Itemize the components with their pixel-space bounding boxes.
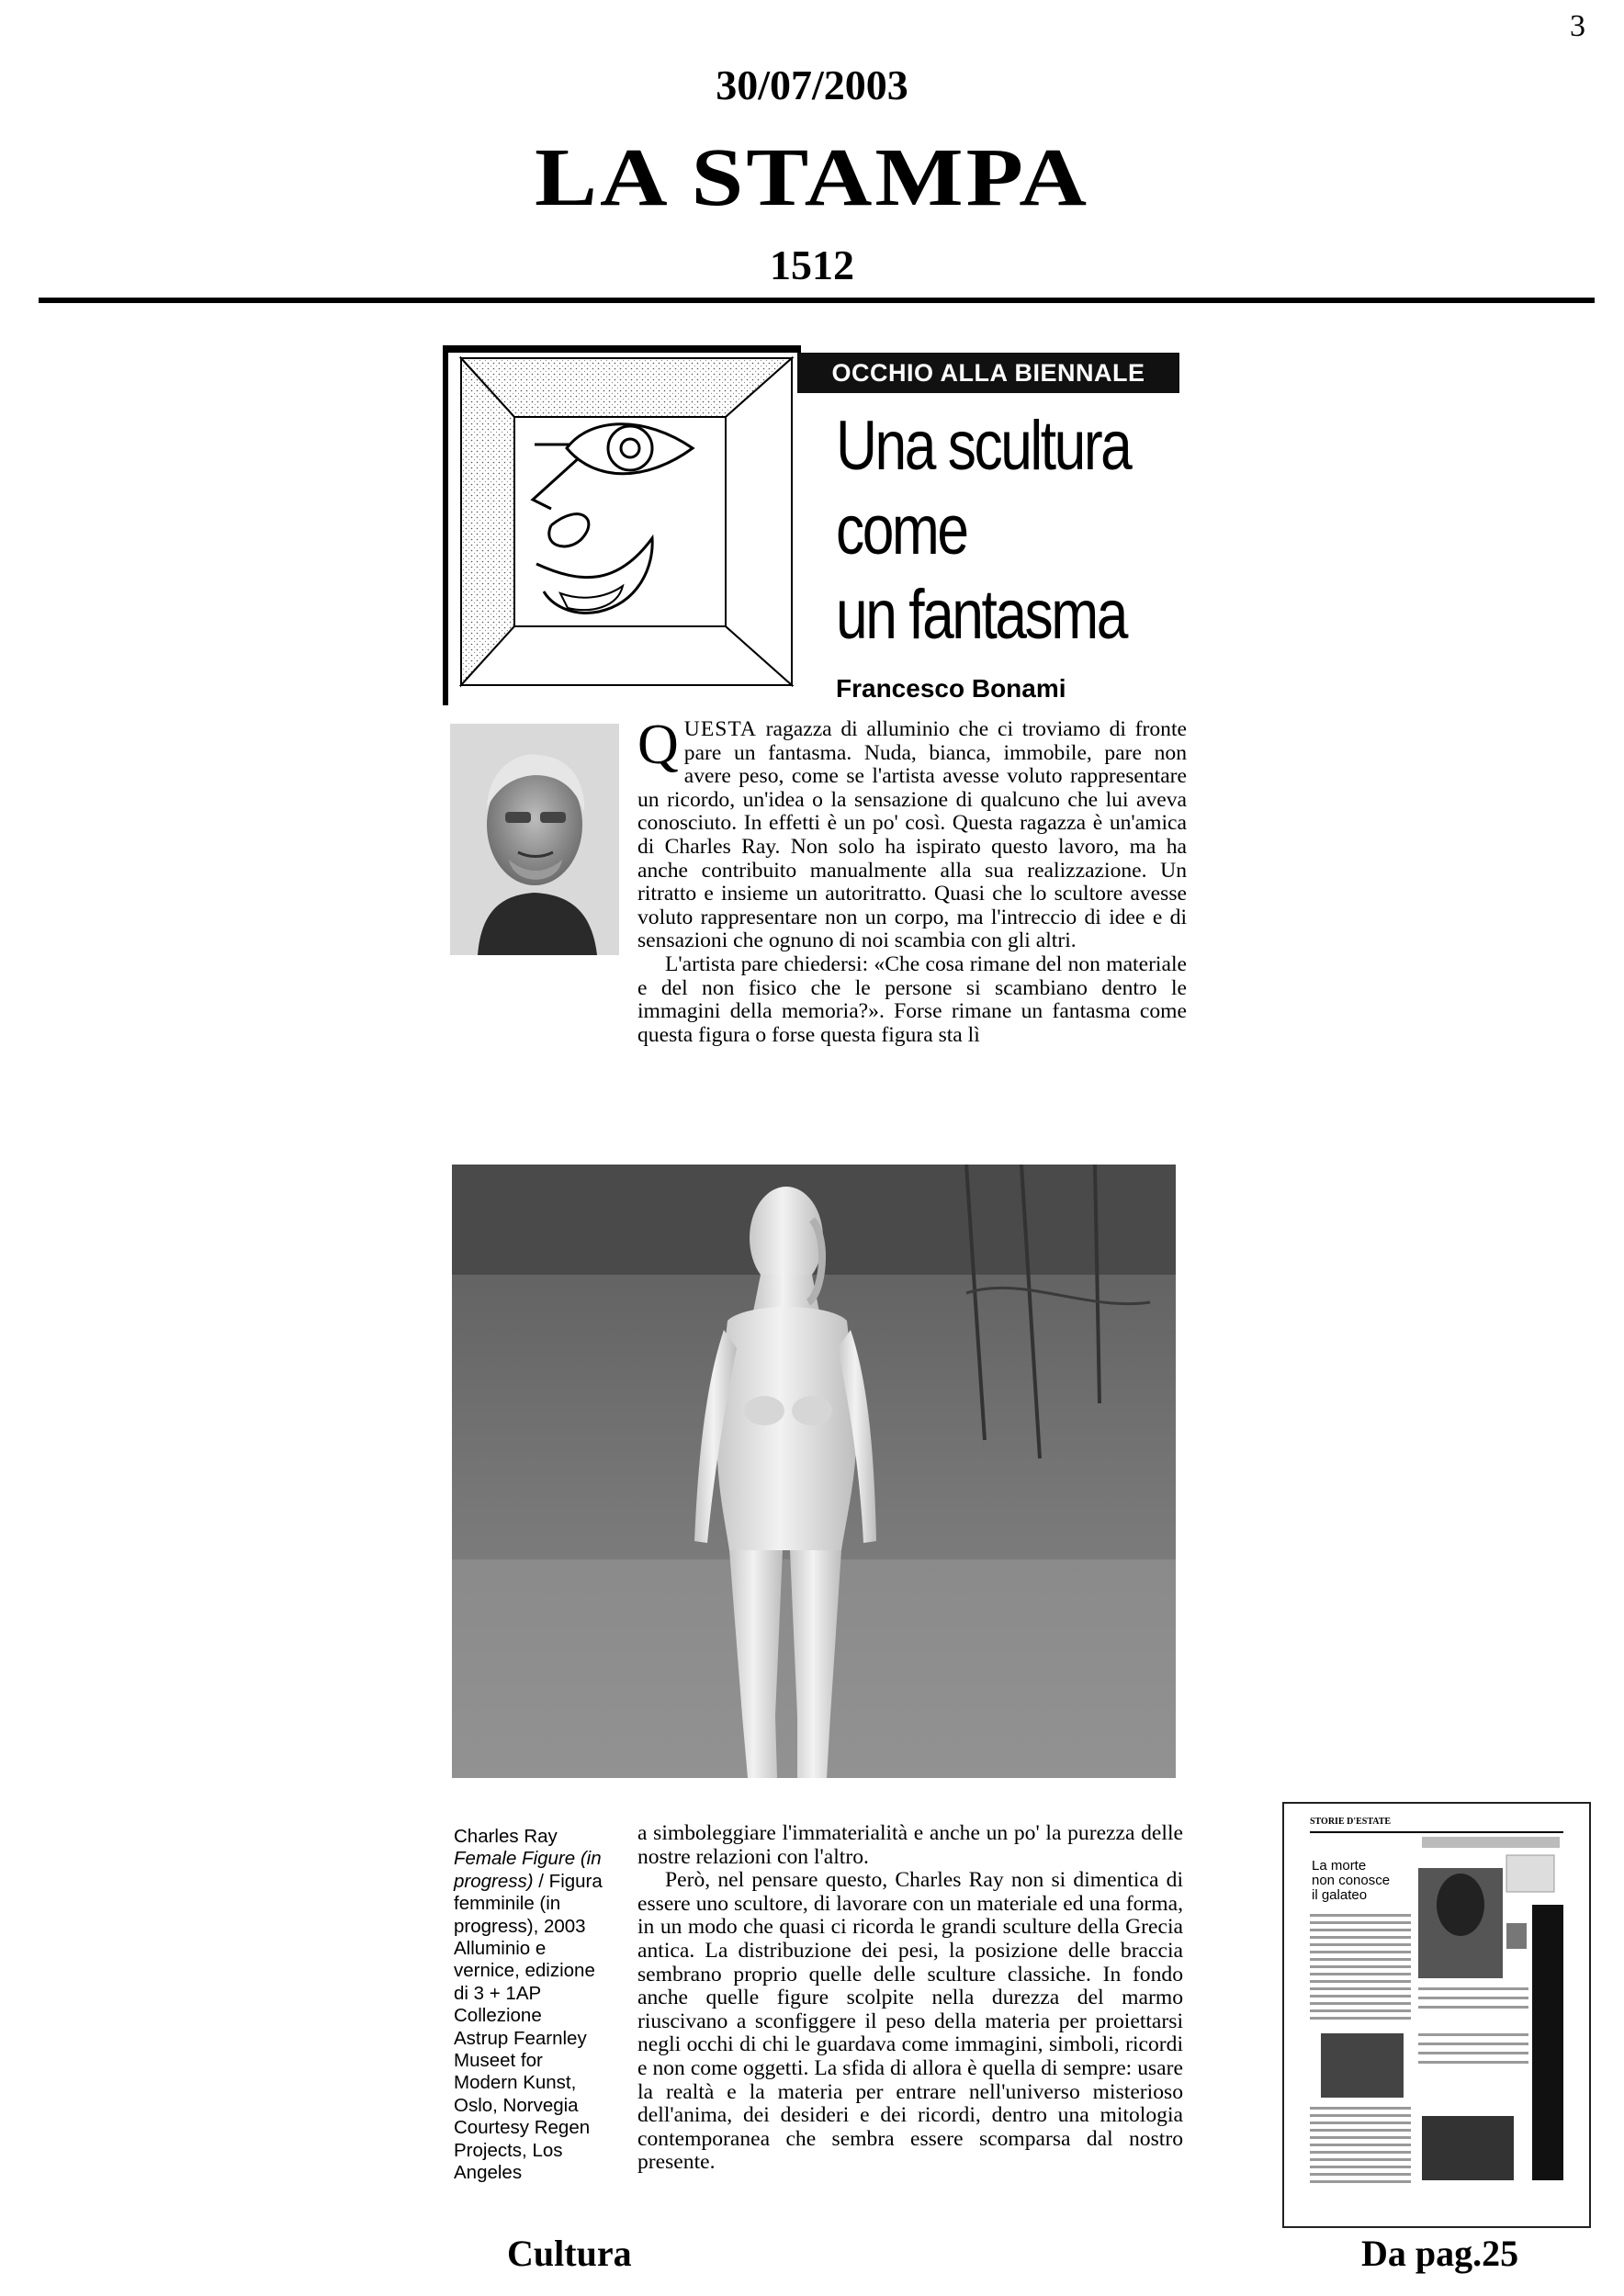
paragraph-1 xyxy=(637,714,1187,953)
thumbnail-headline-line: La morte xyxy=(1312,1858,1367,1874)
author-byline: Francesco Bonami xyxy=(836,674,1066,703)
dropcap: Q xyxy=(637,714,679,776)
publication-date: 30/07/2003 xyxy=(716,62,908,108)
article-body-bottom xyxy=(637,1822,1183,2175)
thumbnail-layout-graphic xyxy=(1284,1804,1589,2226)
eye-illustration xyxy=(443,345,801,705)
footer-section-name: Cultura xyxy=(507,2233,632,2274)
caption-line: Modern Kunst, xyxy=(454,2072,577,2094)
section-banner: OCCHIO ALLA BIENNALE xyxy=(797,353,1179,393)
sculpture-photo xyxy=(452,1165,1176,1778)
thumbnail-headline-line: il galateo xyxy=(1312,1887,1368,1903)
headline-line-1: Una scultura xyxy=(836,407,1131,485)
thumbnail-headline-line: non conosce xyxy=(1312,1873,1391,1888)
caption-line: Angeles xyxy=(454,2162,523,2184)
caption-line: Collezione xyxy=(454,2005,542,2027)
page-thumbnail xyxy=(1282,1802,1591,2228)
paragraph-3: a simboleggiare l'immaterialità e anche un po' la purezza delle nostre relazioni con l'altro. xyxy=(637,1821,1183,1869)
newspaper-masthead: LA STAMPA xyxy=(534,131,1090,224)
header-divider xyxy=(39,298,1595,303)
caption-line: di 3 + 1AP xyxy=(454,1982,542,2004)
caption-line: Museet for xyxy=(454,2050,543,2072)
thumbnail-nameplate: STORIE D'ESTATE xyxy=(1310,1817,1392,1827)
headline-line-2: come xyxy=(836,491,967,569)
caption-line: Courtesy Regen xyxy=(454,2117,591,2139)
caption-line: Oslo, Norvegia xyxy=(454,2094,579,2116)
caption-line: Projects, Los xyxy=(454,2139,563,2161)
article-headline xyxy=(836,404,1137,658)
small-caps-lead: UESTA xyxy=(683,717,757,741)
caption-italic-part: progress) xyxy=(454,1870,534,1892)
caption-line: Alluminio e xyxy=(454,1938,547,1960)
caption-line: femminile (in xyxy=(454,1893,561,1915)
paragraph-1-text: ragazza di alluminio che ci troviamo di fronte pare un fantasma. Nuda, bianca, immobile, pare non avere peso, come se l'artista avesse voluto rappresentare un ricordo, un'idea o la sensazione di qualcuno che lui aveva conosciuto. In effetti è un po' così. Questa ragazza è un'amica di Charles Ray. Non solo ha ispirato questo lavoro, ma ha anche contribuito manualmente alla sua realizzazione. Un ritratto e insieme un autoritratto. Quasi che lo scultore avesse voluto rappresentare non un corpo, ma l'intreccio di idee e di sensazioni che ognuno di noi scambia con gli altri. xyxy=(637,717,1187,953)
caption-line: progress), 2003 xyxy=(454,1915,586,1937)
caption-line: Astrup Fearnley xyxy=(454,2027,587,2049)
footer-source-page: Da pag.25 xyxy=(1361,2233,1519,2274)
paragraph-4: Però, nel pensare questo, Charles Ray non si dimentica di essere uno scultore, di lavorare con un materiale ed una forma, in un modo che quasi ci ricorda le grandi sculture della Grecia antica. La distribuzione dei pesi, la posizione delle braccia sembrano proprio quelle delle sculture classiche. In fondo anche quelle figure scolpite nella durezza del marmo riuscivano a sconfiggere il peso della materia per proiettarsi negli occhi di chi le guardava come immagini, simboli, ricordi e non come oggetti. La sfida di allora è quella di sempre: usare la realtà e la materia per entrare nell'universo misterioso dell'anima, dei desideri e dei ricordi, dentro una mitologia contemporanea che sembra essere scomparsa dal nostro presente. xyxy=(637,1868,1183,2175)
caption-tail: / Figura xyxy=(533,1870,603,1892)
caption-line xyxy=(454,1871,619,1893)
photo-caption xyxy=(454,1826,619,2185)
caption-line: vernice, edizione xyxy=(454,1960,595,1982)
issue-number: 1512 xyxy=(770,242,854,288)
author-portrait xyxy=(450,724,619,955)
article-body-top xyxy=(637,714,1187,1047)
caption-line: Charles Ray xyxy=(454,1826,558,1847)
paragraph-2: L'artista pare chiedersi: «Che cosa rimane del non materiale e del non fisico che le persone si scambiano dentro le immagini della memoria?». Forse rimane un fantasma come questa figura o forse questa figura sta lì xyxy=(637,951,1187,1047)
caption-line: Female Figure (in xyxy=(454,1848,602,1870)
headline-line-3: un fantasma xyxy=(836,576,1126,654)
page-number: 3 xyxy=(1570,9,1585,43)
